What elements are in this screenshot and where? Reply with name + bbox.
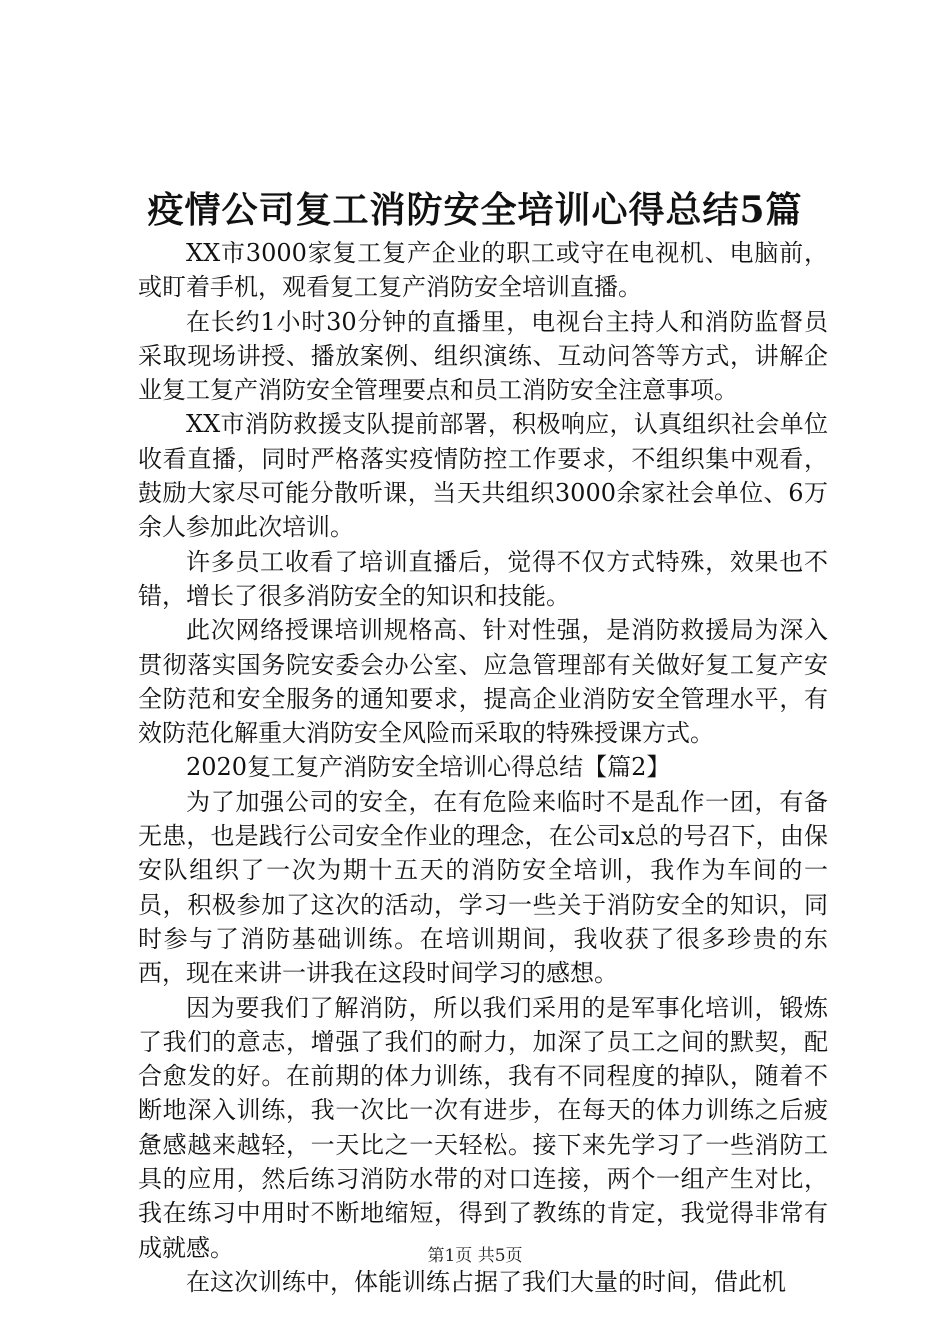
paragraph: XX市消防救援支队提前部署，积极响应，认真组织社会单位收看直播，同时严格落实疫情防控工作要求，不组织集中观看，鼓励大家尽可能分散听课，当天共组织3000余家社会单位、6万余人参加此次培训。 bbox=[138, 410, 828, 542]
document-title: 疫情公司复工消防安全培训心得总结5篇 bbox=[147, 189, 803, 231]
paragraph: 因为要我们了解消防，所以我们采用的是军事化培训，锻炼了我们的意志，增强了我们的耐力，加深了员工之间的默契，配合愈发的好。在前期的体力训练，我有不同程度的掉队，随着不断地深入训练，我一次比一次有进步，在每天的体力训练之后疲惫感越来越轻，一天比之一天轻松。接下来先学习了一些消防工具的应用，然后练习消防水带的对口连接，两个一组产生对比，我在练习中用时不断地缩短，得到了教练的肯定，我觉得非常有成就感。 bbox=[138, 993, 828, 1262]
section-heading: 2020复工复产消防安全培训心得总结【篇2】 bbox=[186, 753, 671, 782]
paragraph: XX市3000家复工复产企业的职工或守在电视机、电脑前，或盯着手机，观看复工复产消防安全培训直播。 bbox=[138, 239, 828, 302]
document-body bbox=[138, 236, 828, 1299]
paragraph: 在长约1小时30分钟的直播里，电视台主持人和消防监督员采取现场讲授、播放案例、组织演练、互动问答等方式，讲解企业复工复产消防安全管理要点和员工消防安全注意事项。 bbox=[138, 307, 828, 405]
page-number-footer: 第1页 共5页 bbox=[427, 1246, 523, 1266]
paragraph: 许多员工收看了培训直播后，觉得不仅方式特殊，效果也不错，增长了很多消防安全的知识和技能。 bbox=[138, 547, 828, 610]
paragraph: 此次网络授课培训规格高、针对性强，是消防救援局为深入贯彻落实国务院安委会办公室、应急管理部有关做好复工复产安全防范和安全服务的通知要求，提高企业消防安全管理水平，有效防范化解重大消防安全风险而采取的特殊授课方式。 bbox=[138, 616, 828, 748]
paragraph: 在这次训练中，体能训练占据了我们大量的时间，借此机 bbox=[186, 1267, 786, 1296]
paragraph: 为了加强公司的安全，在有危险来临时不是乱作一团，有备无患，也是践行公司安全作业的理念，在公司x总的号召下，由保安队组织了一次为期十五天的消防安全培训，我作为车间的一员，积极参加了这次的活动，学习一些关于消防安全的知识，同时参与了消防基础训练。在培训期间，我收获了很多珍贵的东西，现在来讲一讲我在这段时间学习的感想。 bbox=[138, 787, 828, 988]
